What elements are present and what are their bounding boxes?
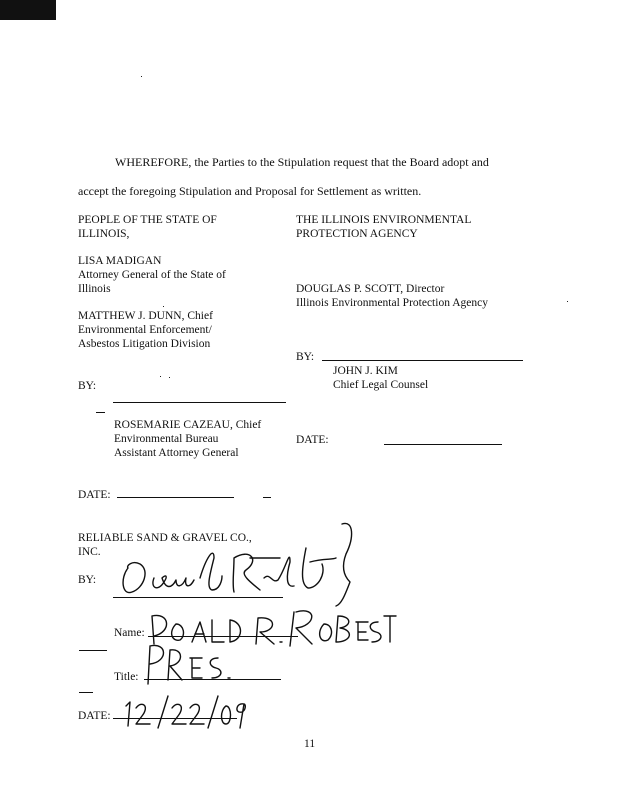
handwritten-title (144, 638, 234, 688)
left-date-label: DATE: (78, 489, 111, 501)
respondent-name-label: Name: (114, 627, 145, 639)
counsel-name: JOHN J. KIM (333, 365, 398, 377)
right-date-label: DATE: (296, 434, 329, 446)
respondent-name-dash (79, 650, 107, 651)
left-date-line (117, 497, 234, 498)
left-signer-line-3: Assistant Attorney General (114, 447, 239, 459)
company-line-1: RELIABLE SAND & GRAVEL CO., (78, 532, 252, 544)
scan-speck (141, 76, 142, 77)
left-signer-line-1: ROSEMARIE CAZEAU, Chief (114, 419, 262, 431)
agency-party-line-1: THE ILLINOIS ENVIRONMENTAL (296, 214, 472, 226)
stipulation-paragraph-line-2: accept the foregoing Stipulation and Proposal for Settlement as written. (78, 184, 422, 198)
left-date-dash (263, 497, 271, 498)
counsel-title: Chief Legal Counsel (333, 379, 429, 391)
stipulation-paragraph-line-1: WHEREFORE, the Parties to the Stipulation request that the Board adopt and (115, 155, 489, 169)
scan-speck (169, 377, 170, 378)
attorney-general-title-line-1: Attorney General of the State of (78, 269, 226, 281)
respondent-date-label: DATE: (78, 710, 111, 722)
respondent-title-dash (79, 692, 93, 693)
director-line-1: DOUGLAS P. SCOTT, Director (296, 283, 445, 295)
left-by-label: BY: (78, 380, 97, 392)
left-dash-mark (96, 412, 105, 413)
page-number: 11 (304, 738, 316, 750)
people-party-line-2: ILLINOIS, (78, 228, 130, 240)
right-date-line (384, 444, 502, 445)
respondent-title-label: Title: (114, 671, 139, 683)
handwritten-date (120, 692, 250, 732)
director-line-2: Illinois Environmental Protection Agency (296, 297, 488, 309)
scan-speck (160, 376, 161, 377)
scan-speck (163, 306, 164, 307)
attorney-general-title-line-2: Illinois (78, 283, 111, 295)
scan-speck (567, 301, 568, 302)
chief-line-2: Environmental Enforcement/ (78, 324, 212, 336)
left-signer-line-2: Environmental Bureau (114, 433, 219, 445)
company-line-2: INC. (78, 546, 101, 558)
chief-line-3: Asbestos Litigation Division (78, 338, 211, 350)
chief-line-1: MATTHEW J. DUNN, Chief (78, 310, 213, 322)
attorney-general-name: LISA MADIGAN (78, 255, 162, 267)
right-signature-line (322, 360, 523, 361)
redaction-block (0, 0, 56, 20)
left-signature-line (113, 402, 286, 403)
respondent-by-label: BY: (78, 574, 97, 586)
people-party-line-1: PEOPLE OF THE STATE OF (78, 214, 217, 226)
agency-party-line-2: PROTECTION AGENCY (296, 228, 418, 240)
right-by-label: BY: (296, 351, 315, 363)
handwritten-signature (110, 518, 370, 608)
